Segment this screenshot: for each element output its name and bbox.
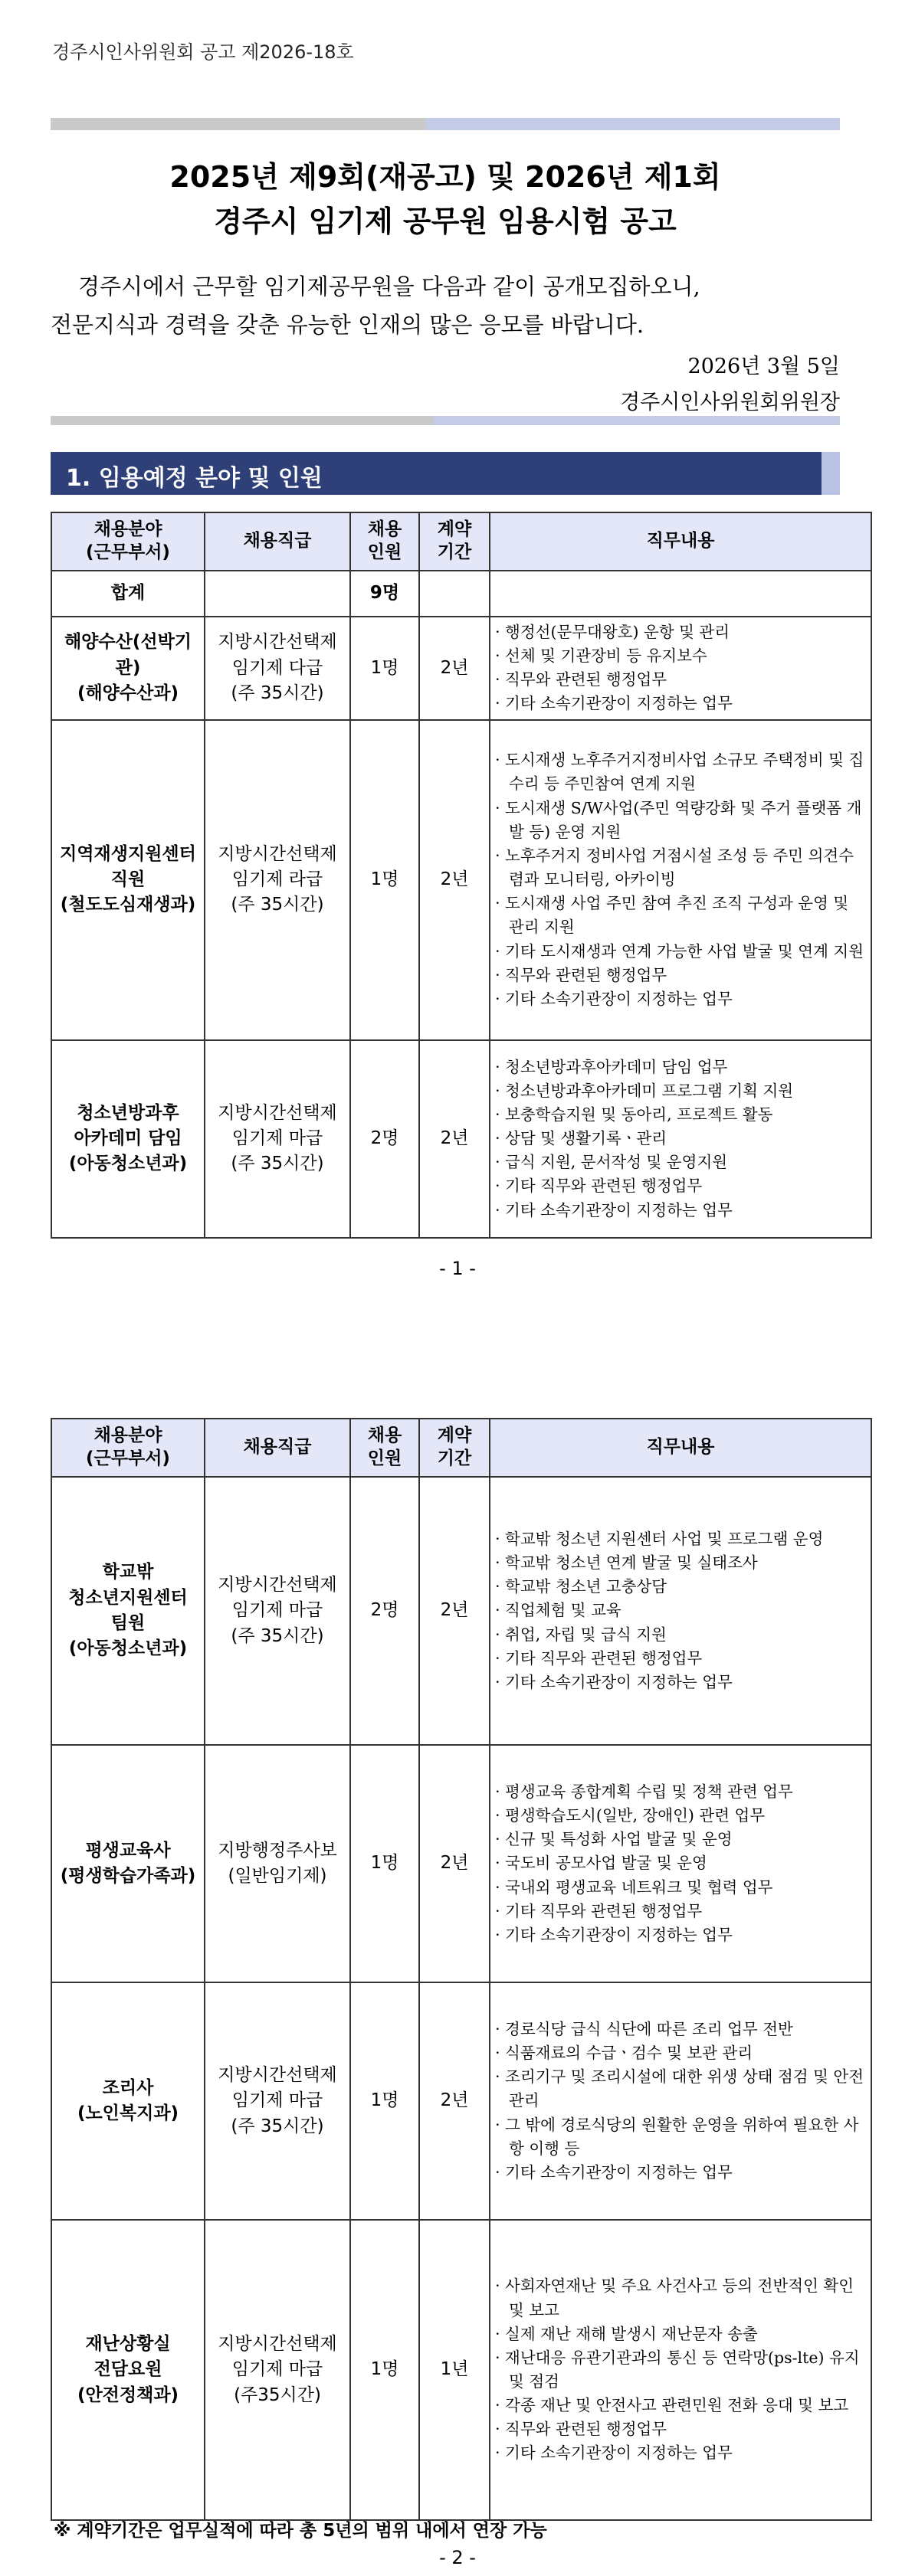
duty-item: · 그 밖에 경로식당의 원활한 운영을 위하여 필요한 사항 이행 등: [495, 2113, 866, 2161]
duty-item: · 재난대응 유관기관과의 통신 등 연락망(ps-lte) 유지 및 점검: [495, 2346, 866, 2394]
header-term: 계약 기간: [419, 512, 490, 571]
table-row: [51, 1040, 871, 1238]
duty-item: · 직무와 관련된 행정업무: [495, 964, 866, 987]
duty-item: · 보충학습지원 및 동아리, 프로젝트 활동: [495, 1103, 866, 1127]
term-cell: 2년: [419, 617, 490, 720]
term-cell: 2년: [419, 1982, 490, 2220]
duty-item: · 청소년방과후아카데미 프로그램 기획 지원: [495, 1079, 866, 1103]
duty-item: · 각종 재난 및 안전사고 관련민원 전화 응대 및 보고: [495, 2394, 866, 2417]
duty-item: · 기타 소속기관장이 지정하는 업무: [495, 1923, 866, 1947]
duty-item: · 직무와 관련된 행정업무: [495, 668, 866, 692]
duty-item: · 학교밖 청소년 연계 발굴 및 실태조사: [495, 1551, 866, 1575]
header-duties: 직무내용: [490, 512, 871, 571]
section-header: [51, 452, 840, 495]
duty-item: · 기타 소속기관장이 지정하는 업무: [495, 987, 866, 1011]
duty-item: · 직무와 관련된 행정업무: [495, 2417, 866, 2441]
page-number: - 2 -: [439, 2547, 476, 2568]
count-cell: 2명: [350, 1040, 419, 1238]
duties-cell: [490, 2220, 871, 2520]
header-field: 채용분야 (근무부서): [51, 1419, 205, 1477]
field-cell: 재난상황실 전담요원 (안전정책과): [51, 2220, 205, 2520]
notice-date: 2026년 3월 5일: [687, 355, 840, 378]
duty-item: · 기타 소속기관장이 지정하는 업무: [495, 1199, 866, 1223]
grade-cell: 지방시간선택제 임기제 마급 (주 35시간): [205, 1477, 350, 1745]
intro-line-1: 경주시에서 근무할 임기제공무원을 다음과 같이 공개모집하오니,: [78, 273, 700, 299]
duty-item: · 국내외 평생교육 네트워크 및 협력 업무: [495, 1876, 866, 1900]
section-title: 1. 임용예정 분야 및 인원: [66, 465, 323, 492]
term-cell: 2년: [419, 720, 490, 1040]
header-term: 계약 기간: [419, 1419, 490, 1477]
duty-item: · 청소년방과후아카데미 담임 업무: [495, 1056, 866, 1079]
mid-divider: [51, 416, 840, 425]
total-count: 9명: [369, 583, 400, 604]
duty-item: · 기타 소속기관장이 지정하는 업무: [495, 2161, 866, 2185]
title-line-1: 2025년 제9회(재공고) 및 2026년 제1회: [169, 160, 721, 194]
top-divider: [51, 118, 840, 130]
field-cell: 해양수산(선박기관) (해양수산과): [51, 617, 205, 720]
duty-item: · 도시재생 S/W사업(주민 역량강화 및 주거 플랫폼 개발 등) 운영 지원: [495, 797, 866, 844]
field-cell: 학교밖 청소년지원센터 팀원 (아동청소년과): [51, 1477, 205, 1745]
recruitment-table-2: [51, 1418, 872, 2521]
duties-cell: [490, 1040, 871, 1238]
count-cell: 1명: [350, 2220, 419, 2520]
duty-item: · 학교밖 청소년 지원센터 사업 및 프로그램 운영: [495, 1527, 866, 1551]
duty-item: · 경로식당 급식 식단에 따른 조리 업무 전반: [495, 2018, 866, 2041]
header-field: 채용분야 (근무부서): [51, 512, 205, 571]
table-row: [51, 617, 871, 720]
field-cell: 평생교육사 (평생학습가족과): [51, 1745, 205, 1982]
term-cell: 1년: [419, 2220, 490, 2520]
grade-cell: 지방시간선택제 임기제 마급 (주 35시간): [205, 1982, 350, 2220]
duties-cell: [490, 617, 871, 720]
duty-item: · 사회자연재난 및 주요 사건사고 등의 전반적인 확인 및 보고: [495, 2274, 866, 2322]
duty-item: · 선체 및 기관장비 등 유지보수: [495, 644, 866, 668]
duty-item: · 취업, 자립 및 급식 지원: [495, 1623, 866, 1647]
table-row: [51, 1982, 871, 2220]
duty-item: · 평생교육 종합계획 수립 및 정책 관련 업무: [495, 1780, 866, 1804]
duties-cell: [490, 1982, 871, 2220]
duty-item: · 기타 소속기관장이 지정하는 업무: [495, 1671, 866, 1694]
duty-item: · 평생학습도시(일반, 장애인) 관련 업무: [495, 1804, 866, 1828]
duty-item: · 기타 소속기관장이 지정하는 업무: [495, 692, 866, 715]
duty-item: · 기타 소속기관장이 지정하는 업무: [495, 2441, 866, 2465]
count-cell: 1명: [350, 617, 419, 720]
duty-item: · 기타 도시재생과 연계 가능한 사업 발굴 및 연계 지원: [495, 940, 866, 964]
page-1: [0, 0, 915, 1279]
duty-item: · 실제 재난 재해 발생시 재난문자 송출: [495, 2322, 866, 2346]
recruitment-table-1: [51, 512, 872, 1239]
grade-cell: 지방시간선택제 임기제 다급 (주 35시간): [205, 617, 350, 720]
grade-cell: 지방시간선택제 임기제 라급 (주 35시간): [205, 720, 350, 1040]
term-cell: 2년: [419, 1477, 490, 1745]
page-2: [0, 1360, 915, 2576]
page-number: - 1 -: [439, 1258, 476, 1279]
contract-footnote: ※ 계약기간은 업무실적에 따라 총 5년의 범위 내에서 연장 가능: [54, 2521, 547, 2541]
header-count: 채용 인원: [350, 512, 419, 571]
grade-cell: 지방행정주사보 (일반임기제): [205, 1745, 350, 1982]
duties-cell: [490, 1477, 871, 1745]
count-cell: 2명: [350, 1477, 419, 1745]
duty-item: · 식품재료의 수급ㆍ검수 및 보관 관리: [495, 2041, 866, 2065]
issuer: 경주시인사위원회위원장: [620, 391, 840, 414]
duty-item: · 국도비 공모사업 발굴 및 운영: [495, 1851, 866, 1875]
table-row: [51, 1745, 871, 1982]
duty-item: · 신규 및 특성화 사업 발굴 및 운영: [495, 1828, 866, 1851]
table-row: [51, 1477, 871, 1745]
grade-cell: 지방시간선택제 임기제 마급 (주35시간): [205, 2220, 350, 2520]
notice-number: 경주시인사위원회 공고 제2026-18호: [52, 41, 354, 63]
duty-item: · 도시재생 사업 주민 참여 추진 조직 구성과 운영 및 관리 지원: [495, 892, 866, 939]
count-cell: 1명: [350, 1745, 419, 1982]
duties-cell: [490, 720, 871, 1040]
field-cell: 조리사 (노인복지과): [51, 1982, 205, 2220]
header-grade: 채용직급: [205, 512, 350, 571]
duty-item: · 행정선(문무대왕호) 운항 및 관리: [495, 620, 866, 644]
table-row: [51, 2220, 871, 2520]
term-cell: 2년: [419, 1040, 490, 1238]
header-grade: 채용직급: [205, 1419, 350, 1477]
duty-item: · 기타 직무와 관련된 행정업무: [495, 1900, 866, 1923]
duty-item: · 직업체험 및 교육: [495, 1599, 866, 1622]
duty-item: · 기타 직무와 관련된 행정업무: [495, 1174, 866, 1198]
duty-item: · 급식 지원, 문서작성 및 운영지원: [495, 1151, 866, 1174]
term-cell: 2년: [419, 1745, 490, 1982]
duty-item: · 도시재생 노후주거지정비사업 소규모 주택정비 및 집수리 등 주민참여 연계 지원: [495, 748, 866, 796]
field-cell: 청소년방과후 아카데미 담임 (아동청소년과): [51, 1040, 205, 1238]
duty-item: · 노후주거지 정비사업 거점시설 조성 등 주민 의견수렴과 모니터링, 아카이빙: [495, 844, 866, 892]
title-line-2: 경주시 임기제 공무원 임용시험 공고: [214, 205, 677, 238]
duty-item: · 학교밖 청소년 고충상담: [495, 1575, 866, 1599]
count-cell: 1명: [350, 1982, 419, 2220]
duty-item: · 기타 직무와 관련된 행정업무: [495, 1647, 866, 1671]
duty-item: · 상담 및 생활기록ㆍ관리: [495, 1127, 866, 1151]
header-count: 채용 인원: [350, 1419, 419, 1477]
duties-cell: [490, 1745, 871, 1982]
intro-line-2: 전문지식과 경력을 갖춘 유능한 인재의 많은 응모를 바랍니다.: [51, 312, 644, 338]
field-cell: 지역재생지원센터 직원 (철도도심재생과): [51, 720, 205, 1040]
header-duties: 직무내용: [490, 1419, 871, 1477]
total-label: 합계: [110, 583, 146, 604]
count-cell: 1명: [350, 720, 419, 1040]
table-row: [51, 720, 871, 1040]
duty-item: · 조리기구 및 조리시설에 대한 위생 상태 점검 및 안전관리: [495, 2065, 866, 2113]
grade-cell: 지방시간선택제 임기제 마급 (주 35시간): [205, 1040, 350, 1238]
total-row: [51, 571, 871, 617]
